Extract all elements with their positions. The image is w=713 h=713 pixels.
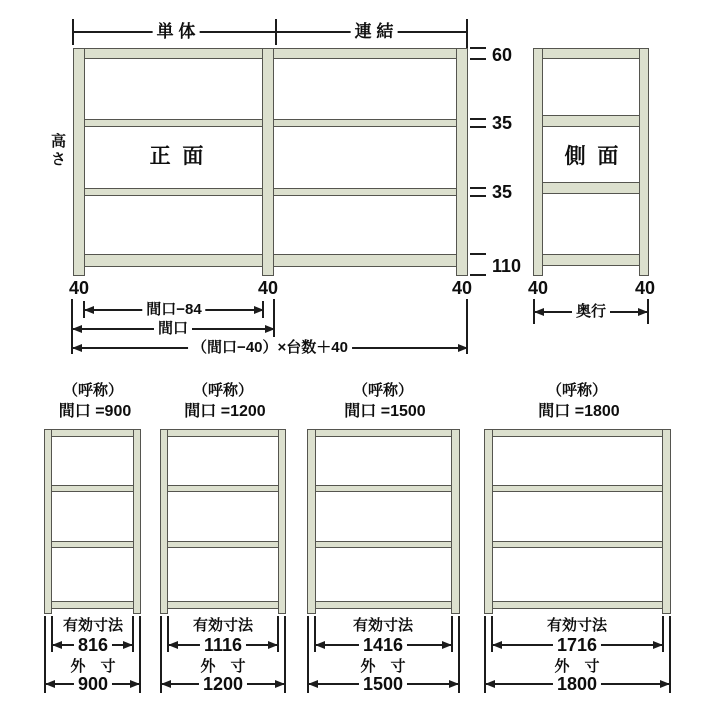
dim-unit-arrow-right	[265, 325, 275, 333]
unit-1500-shelf2	[314, 541, 453, 548]
side-post-right-width: 40	[634, 278, 656, 298]
dim-inner-arrow-right	[254, 306, 264, 314]
unit-1500-eff-label: 有効寸法	[352, 617, 414, 634]
unit-1200-shelf1	[167, 485, 279, 492]
unit-900-out-arrow-right	[130, 680, 140, 688]
unit-900-top-beam	[51, 429, 134, 437]
unit-900-eff-label: 有効寸法	[62, 617, 124, 634]
front-post-left	[73, 48, 85, 276]
unit-1800-top-beam	[491, 429, 664, 437]
unit-1500-top-beam	[314, 429, 453, 437]
unit-900-name: （呼称）	[62, 382, 124, 399]
unit-1200-eff-arrow-right	[268, 641, 278, 649]
unit-900-bottom-beam	[51, 601, 134, 609]
dim-35b: 35	[492, 182, 513, 202]
unit-1500-out-arrow-right	[449, 680, 459, 688]
unit-1500-size: 間口 =1500	[344, 403, 426, 420]
front-post-right	[456, 48, 468, 276]
unit-900-out-value: 900	[74, 675, 112, 693]
span-line	[73, 31, 468, 33]
depth-label: 奥行	[572, 304, 610, 319]
unit-1500-eff-arrow-left	[315, 641, 325, 649]
tick-60-top	[470, 47, 486, 49]
side-top-beam	[542, 48, 640, 59]
dim-35a: 35	[492, 113, 513, 133]
tick-35b-top	[470, 187, 486, 189]
unit-1800-name: （呼称）	[546, 382, 608, 399]
unit-1800-out-arrow-right	[660, 680, 670, 688]
front-shelf2-bay2	[272, 188, 458, 196]
unit-1800-eff-arrow-right	[653, 641, 663, 649]
span-label-joined: 連 結	[351, 23, 398, 40]
tick-110-bot	[470, 274, 486, 276]
depth-arrow-right	[638, 308, 648, 316]
unit-900-post-right	[133, 429, 141, 614]
unit-1500-eff-arrow-right	[442, 641, 452, 649]
dim-unit-arrow-left	[72, 325, 82, 333]
front-shelf2-bay1	[84, 188, 264, 196]
unit-1200-out-label: 外 寸	[200, 658, 246, 675]
unit-1800-out-value: 1800	[553, 675, 601, 693]
dim-total-arrow-left	[72, 344, 82, 352]
height-label: 高さ	[49, 133, 66, 169]
tick-110-top	[470, 253, 486, 255]
unit-1500-post-left	[307, 429, 316, 614]
unit-900-shelf1	[51, 485, 134, 492]
unit-900-eff-value: 816	[74, 636, 112, 654]
side-face-label: 側 面	[564, 145, 622, 168]
unit-1500-out-label: 外 寸	[360, 658, 406, 675]
unit-1200-name: （呼称）	[192, 382, 254, 399]
side-post-left-width: 40	[527, 278, 549, 298]
unit-1800-eff-arrow-left	[492, 641, 502, 649]
side-shelf2	[542, 182, 640, 194]
front-shelf1-bay1	[84, 119, 264, 127]
unit-1200-bottom-beam	[167, 601, 279, 609]
unit-900-size: 間口 =900	[58, 403, 132, 420]
unit-1800-eff-label: 有効寸法	[546, 617, 608, 634]
unit-900-eff-arrow-right	[123, 641, 133, 649]
side-post-left	[533, 48, 543, 276]
front-face-label: 正 面	[149, 145, 207, 168]
unit-1800-size: 間口 =1800	[538, 403, 620, 420]
side-shelf1	[542, 115, 640, 127]
unit-1800-bottom-beam	[491, 601, 664, 609]
unit-1500-post-right	[451, 429, 460, 614]
span-tick-right	[466, 19, 468, 48]
front-post-right-width: 40	[451, 278, 473, 298]
dim-inner-label: 間口−84	[142, 302, 205, 317]
unit-1500-bottom-beam	[314, 601, 453, 609]
unit-1800-post-left	[484, 429, 493, 614]
unit-1500-name: （呼称）	[352, 382, 414, 399]
side-post-right	[639, 48, 649, 276]
unit-1200-shelf2	[167, 541, 279, 548]
unit-1200-post-left	[160, 429, 168, 614]
unit-1200-eff-arrow-left	[168, 641, 178, 649]
unit-900-post-left	[44, 429, 52, 614]
span-label-single: 単 体	[153, 23, 200, 40]
front-post-mid-width: 40	[257, 278, 279, 298]
unit-900-eff-arrow-left	[52, 641, 62, 649]
unit-1800-post-right	[662, 429, 671, 614]
unit-1800-shelf1	[491, 485, 664, 492]
unit-1500-out-value: 1500	[359, 675, 407, 693]
unit-900-out-arrow-left	[45, 680, 55, 688]
tick-60-bot	[470, 58, 486, 60]
depth-arrow-left	[534, 308, 544, 316]
unit-1800-out-label: 外 寸	[554, 658, 600, 675]
unit-1500-eff-value: 1416	[359, 636, 407, 654]
front-shelf1-bay2	[272, 119, 458, 127]
front-post-left-width: 40	[68, 278, 90, 298]
unit-900-out-label: 外 寸	[70, 658, 116, 675]
unit-1200-eff-value: 1116	[200, 636, 246, 654]
tick-35a-bot	[470, 126, 486, 128]
dim-unit-label: 間口	[154, 321, 192, 336]
tick-35b-bot	[470, 195, 486, 197]
dim-total-label: （間口−40）×台数＋40	[188, 340, 352, 355]
unit-1200-top-beam	[167, 429, 279, 437]
unit-900-shelf2	[51, 541, 134, 548]
unit-1500-shelf1	[314, 485, 453, 492]
unit-1200-eff-label: 有効寸法	[192, 617, 254, 634]
unit-1200-out-arrow-right	[275, 680, 285, 688]
side-bottom-beam	[542, 254, 640, 266]
dim-60: 60	[492, 45, 513, 65]
dim-total-arrow-right	[458, 344, 468, 352]
unit-1800-shelf2	[491, 541, 664, 548]
unit-1800-eff-value: 1716	[553, 636, 601, 654]
front-post-mid	[262, 48, 274, 276]
unit-1200-post-right	[278, 429, 286, 614]
dim-110: 110	[492, 256, 522, 276]
dim-inner-arrow-left	[84, 306, 94, 314]
unit-1500-out-arrow-left	[308, 680, 318, 688]
tick-35a-top	[470, 118, 486, 120]
unit-1800-out-arrow-left	[485, 680, 495, 688]
unit-1200-out-value: 1200	[199, 675, 247, 693]
unit-1200-size: 間口 =1200	[184, 403, 266, 420]
unit-1200-out-arrow-left	[161, 680, 171, 688]
